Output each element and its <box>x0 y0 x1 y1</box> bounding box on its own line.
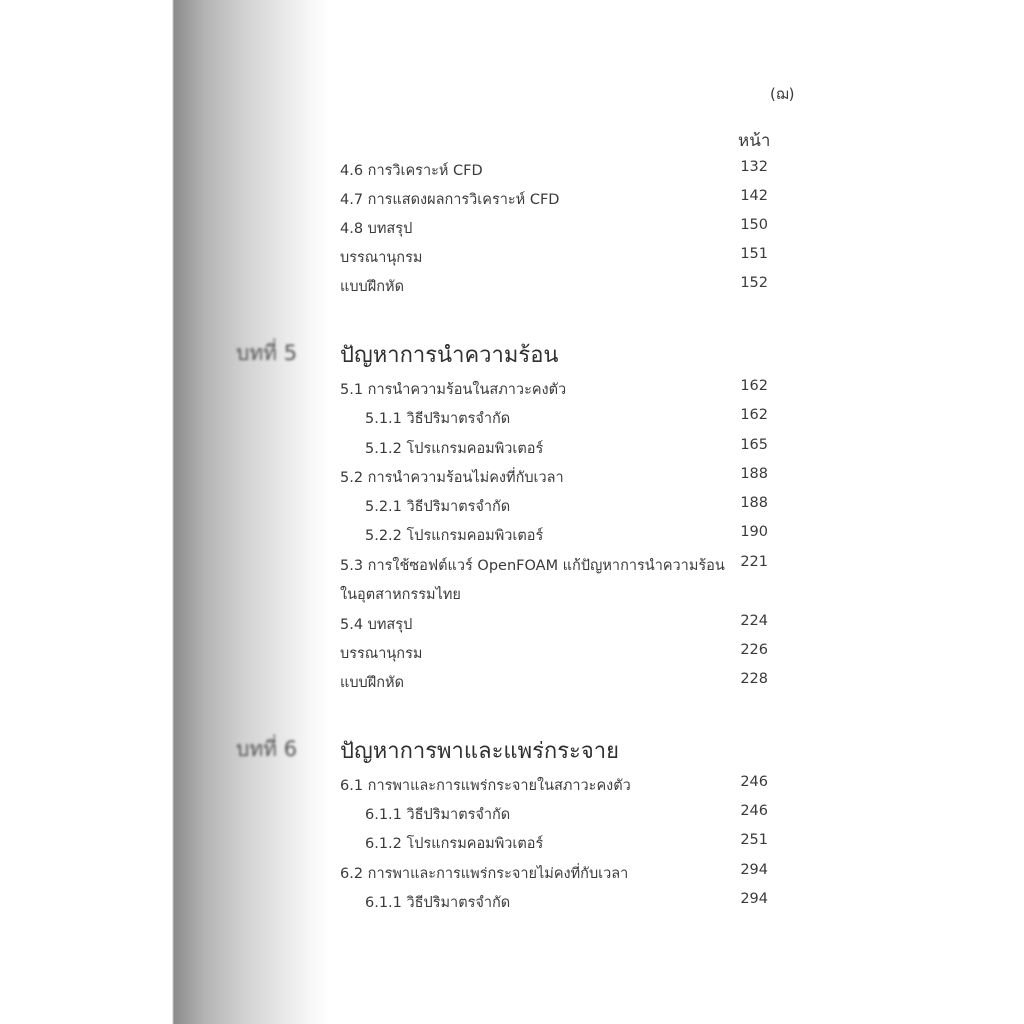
toc-subentry: 6.1.1 วิธีปริมาตรจำกัด <box>365 895 511 911</box>
chapter-label: บทที่ 6 <box>236 737 298 761</box>
toc-subentry: 5.1.2 โปรแกรมคอมพิวเตอร์ <box>365 441 544 457</box>
toc-entry: 6.1 การพาและการแพร่กระจายในสภาวะคงตัว <box>340 778 631 794</box>
toc-subentry: 5.2.2 โปรแกรมคอมพิวเตอร์ <box>365 528 544 544</box>
toc-page-number: 251 <box>740 832 768 848</box>
page-column-header: หน้า <box>738 131 771 151</box>
toc-page-number: 246 <box>740 803 768 819</box>
toc-page-number: 162 <box>740 378 768 394</box>
toc-page-number: 294 <box>740 891 768 907</box>
chapter-title: ปัญหาการนำความร้อน <box>340 343 559 368</box>
toc-page-number: 228 <box>740 671 768 687</box>
toc-subentry: 5.2.1 วิธีปริมาตรจำกัด <box>365 499 511 515</box>
toc-subentry: 6.1.2 โปรแกรมคอมพิวเตอร์ <box>365 836 544 852</box>
toc-page-number: 190 <box>740 524 768 540</box>
toc-page-number: 226 <box>740 642 768 658</box>
toc-entry: แบบฝึกหัด <box>340 279 405 295</box>
toc-entry: 5.1 การนำความร้อนในสภาวะคงตัว <box>340 382 567 398</box>
toc-page-number: 132 <box>740 159 768 175</box>
page-label: (ฌ) <box>770 85 795 103</box>
chapter-label: บทที่ 5 <box>236 341 298 365</box>
toc-entry: บรรณานุกรม <box>340 250 423 266</box>
toc-entry: 6.2 การพาและการแพร่กระจายไม่คงที่กับเวลา <box>340 866 629 882</box>
toc-page-number: 142 <box>740 188 768 204</box>
toc-subentry: 6.1.1 วิธีปริมาตรจำกัด <box>365 807 511 823</box>
toc-page-number: 246 <box>740 774 768 790</box>
toc-page-number: 188 <box>740 466 768 482</box>
toc-entry-continuation: ในอุตสาหกรรมไทย <box>340 587 461 603</box>
toc-page-number: 188 <box>740 495 768 511</box>
toc-page-number: 150 <box>740 217 768 233</box>
toc-page-number: 151 <box>740 246 768 262</box>
toc-page-number: 162 <box>740 407 768 423</box>
toc-entry: แบบฝึกหัด <box>340 675 405 691</box>
book-gutter-shadow <box>0 0 330 1024</box>
toc-page-number: 224 <box>740 613 768 629</box>
toc-page-number: 294 <box>740 862 768 878</box>
chapter-title: ปัญหาการพาและแพร่กระจาย <box>340 739 619 764</box>
toc-entry: 5.2 การนำความร้อนไม่คงที่กับเวลา <box>340 470 564 486</box>
toc-subentry: 5.1.1 วิธีปริมาตรจำกัด <box>365 411 511 427</box>
toc-entry: 4.6 การวิเคราะห์ CFD <box>340 163 483 179</box>
toc-page-number: 221 <box>740 554 768 570</box>
toc-entry: บรรณานุกรม <box>340 646 423 662</box>
toc-entry: 4.7 การแสดงผลการวิเคราะห์ CFD <box>340 192 560 208</box>
toc-entry: 5.3 การใช้ซอฟต์แวร์ OpenFOAM แก้ปัญหาการนำความร้อน <box>340 558 725 574</box>
toc-entry: 5.4 บทสรุป <box>340 617 413 633</box>
toc-entry: 4.8 บทสรุป <box>340 221 413 237</box>
toc-page-number: 165 <box>740 437 768 453</box>
toc-page-number: 152 <box>740 275 768 291</box>
